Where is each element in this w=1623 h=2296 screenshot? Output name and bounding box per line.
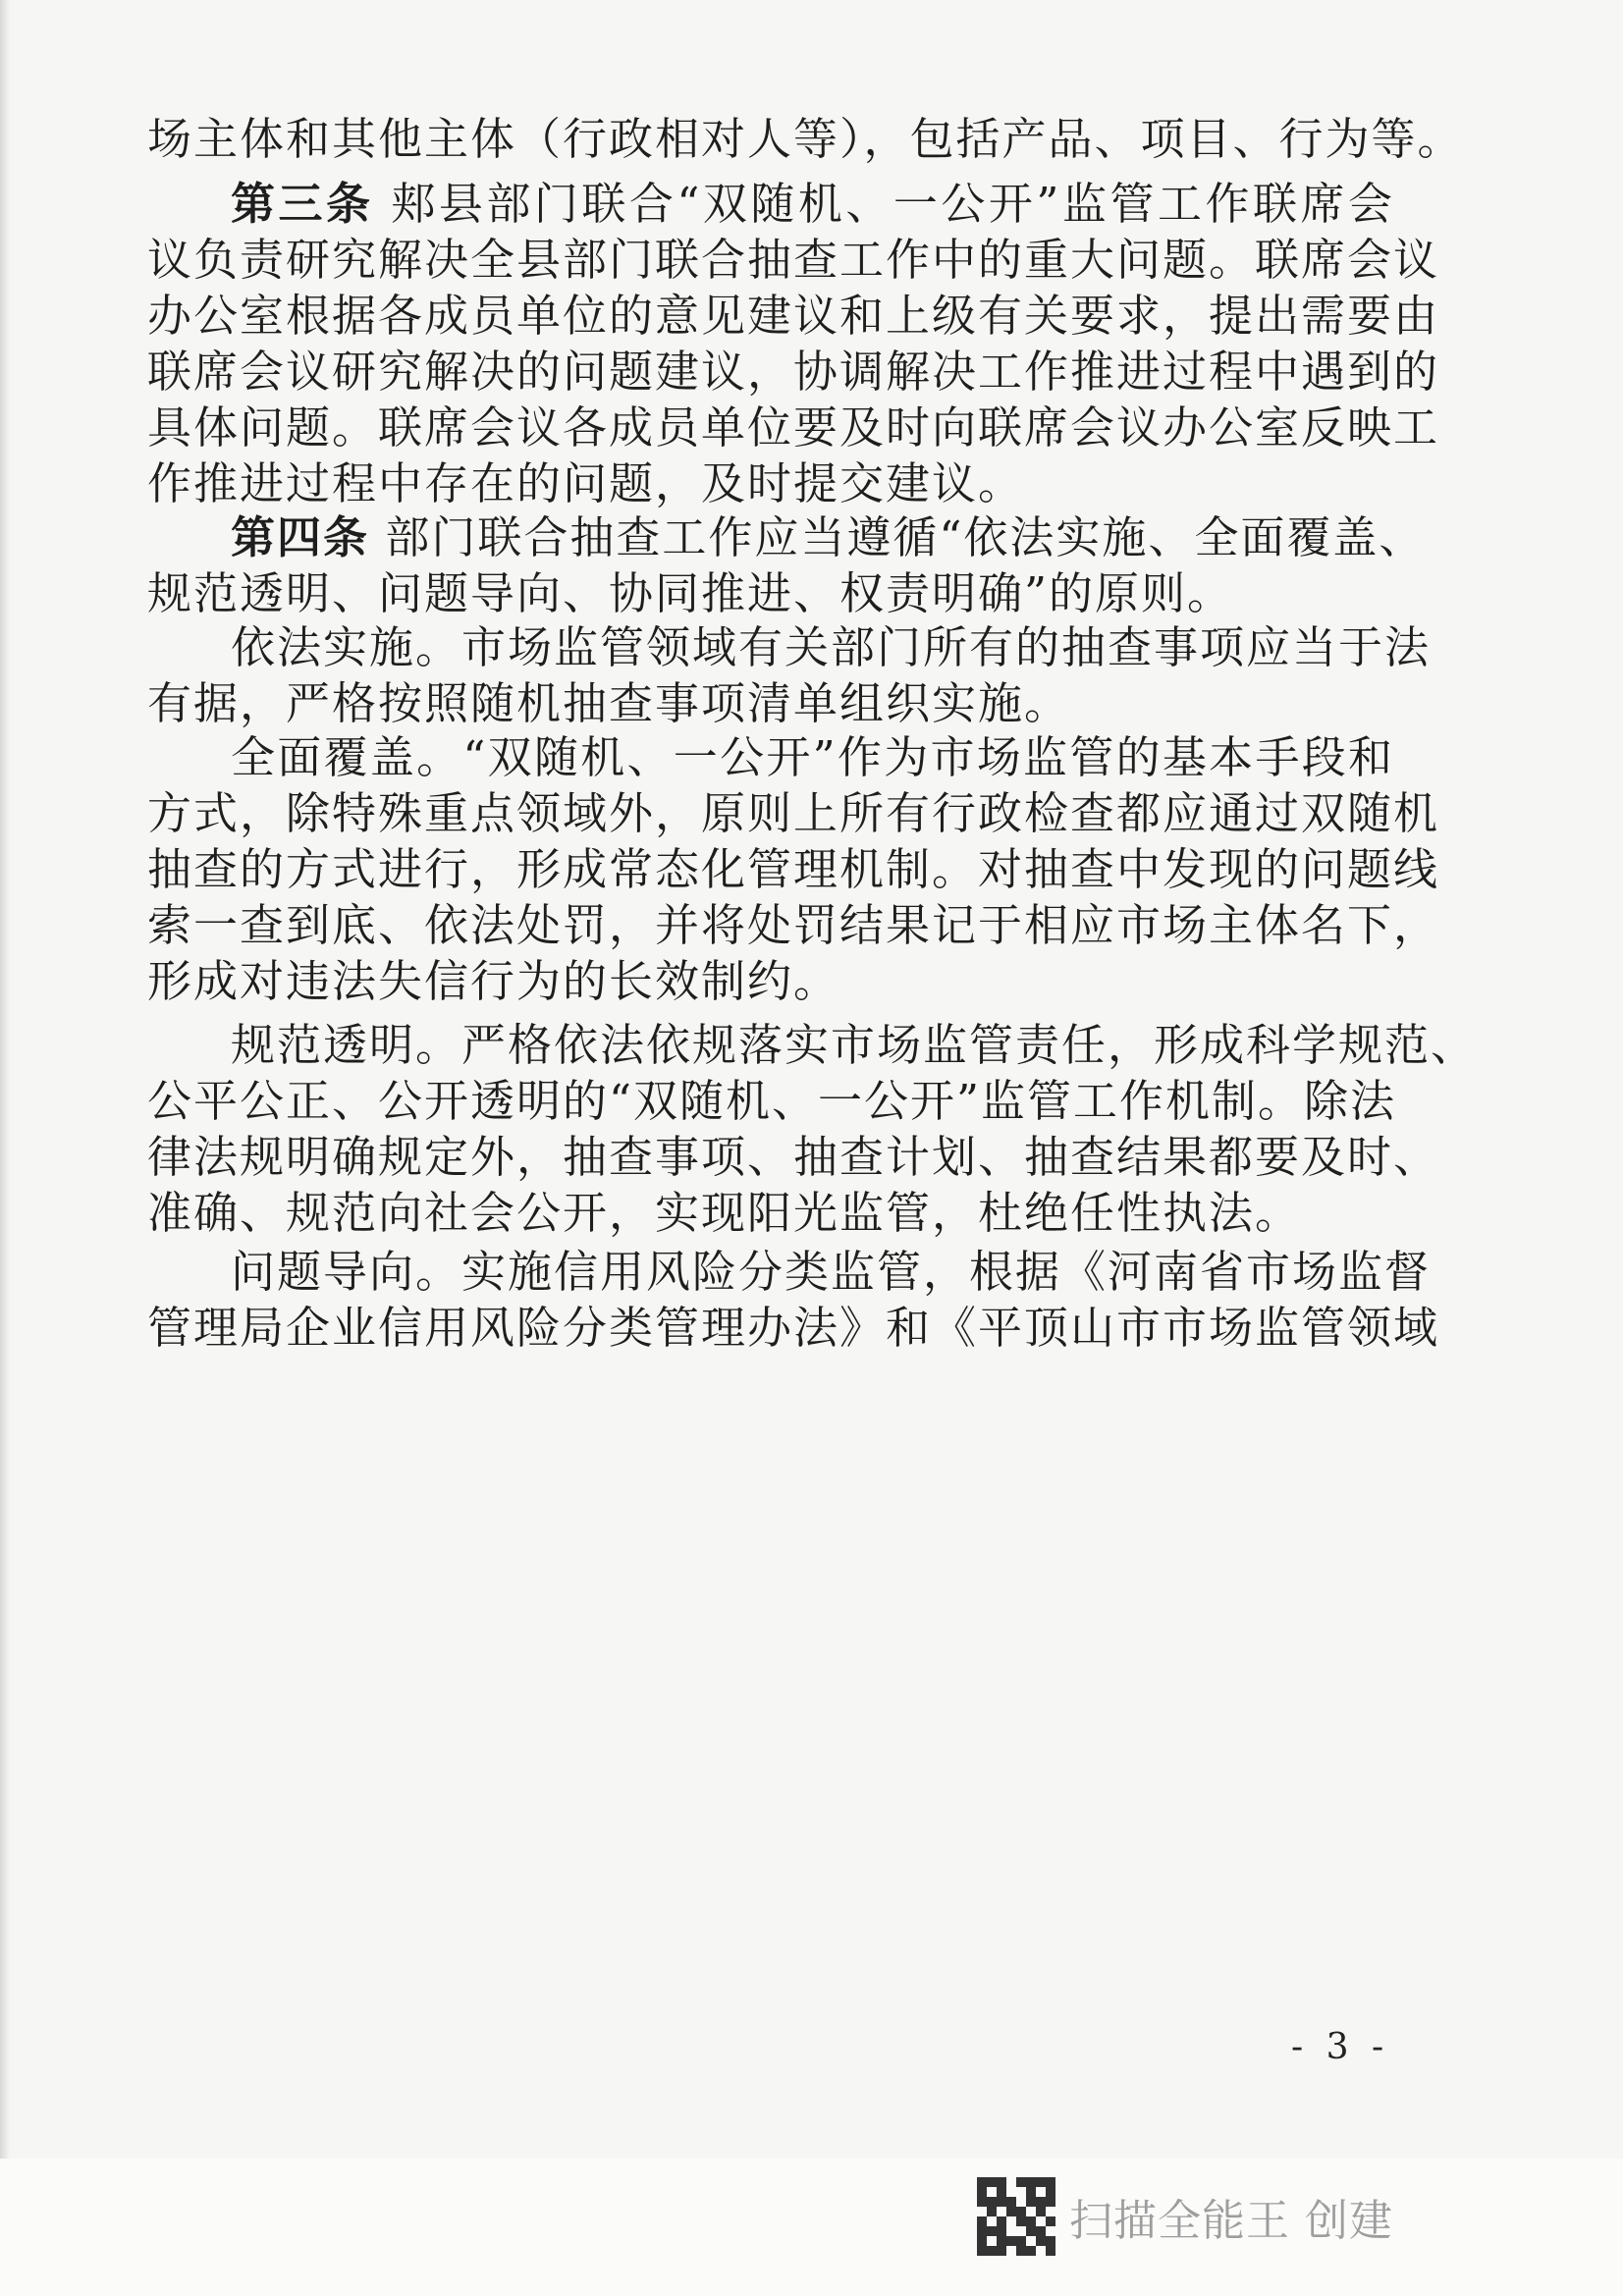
text-line: 联席会议研究解决的问题建议，协调解决工作推进过程中遇到的 <box>147 346 1440 398</box>
text-line: 议负责研究解决全县部门联合抽查工作中的重大问题。联席会议 <box>147 234 1440 286</box>
article-heading: 第四条 <box>231 511 370 563</box>
text-line: 律法规明确规定外，抽查事项、抽查计划、抽查结果都要及时、 <box>147 1131 1440 1183</box>
page-number: - 3 - <box>1291 2027 1390 2067</box>
qr-code-icon <box>977 2177 1055 2256</box>
text-line: 作推进过程中存在的问题，及时提交建议。 <box>147 457 1025 509</box>
article-heading: 第三条 <box>231 178 374 230</box>
article-text: 部门联合抽查工作应当遵循“依法实施、全面覆盖、 <box>369 511 1426 563</box>
text-line: 有据，严格按照随机抽查事项清单组织实施。 <box>147 677 1071 729</box>
text-line: 公平公正、公开透明的“双随机、一公开”监管工作机制。除法 <box>147 1075 1397 1127</box>
article-text: 郏县部门联合“双随机、一公开”监管工作联席会 <box>373 178 1394 230</box>
watermark-text: 扫描全能王 创建 <box>1069 2196 1393 2246</box>
text-line: 规范透明、问题导向、协同推进、权责明确”的原则。 <box>147 567 1234 619</box>
text-line: 准确、规范向社会公开，实现阳光监管，杜绝任性执法。 <box>147 1187 1302 1239</box>
text-line: 规范透明。严格依法依规落实市场监管责任，形成科学规范、 <box>231 1019 1478 1071</box>
text-line: 管理局企业信用风险分类管理办法》和《平顶山市市场监管领域 <box>147 1302 1440 1354</box>
text-line: 抽查的方式进行，形成常态化管理机制。对抽查中发现的问题线 <box>147 843 1440 895</box>
text-line: 问题导向。实施信用风险分类监管，根据《河南省市场监督 <box>231 1246 1432 1298</box>
scan-edge <box>0 0 10 2296</box>
text-line: 方式，除特殊重点领域外，原则上所有行政检查都应通过双随机 <box>147 787 1440 839</box>
text-line: 形成对违法失信行为的长效制约。 <box>147 955 840 1007</box>
article-4-line <box>231 508 1426 567</box>
text-line: 具体问题。联席会议各成员单位要及时向联席会议办公室反映工 <box>147 401 1440 454</box>
text-line: 场主体和其他主体（行政相对人等），包括产品、项目、行为等。 <box>147 113 1464 165</box>
scanner-watermark <box>977 2177 1393 2256</box>
text-line: 依法实施。市场监管领域有关部门所有的抽查事项应当于法 <box>231 621 1432 673</box>
text-line: 办公室根据各成员单位的意见建议和上级有关要求，提出需要由 <box>147 290 1440 342</box>
text-line: 索一查到底、依法处罚，并将处罚结果记于相应市场主体名下， <box>147 899 1440 951</box>
article-3-line <box>231 175 1394 234</box>
text-line: 全面覆盖。“双随机、一公开”作为市场监管的基本手段和 <box>231 731 1394 783</box>
